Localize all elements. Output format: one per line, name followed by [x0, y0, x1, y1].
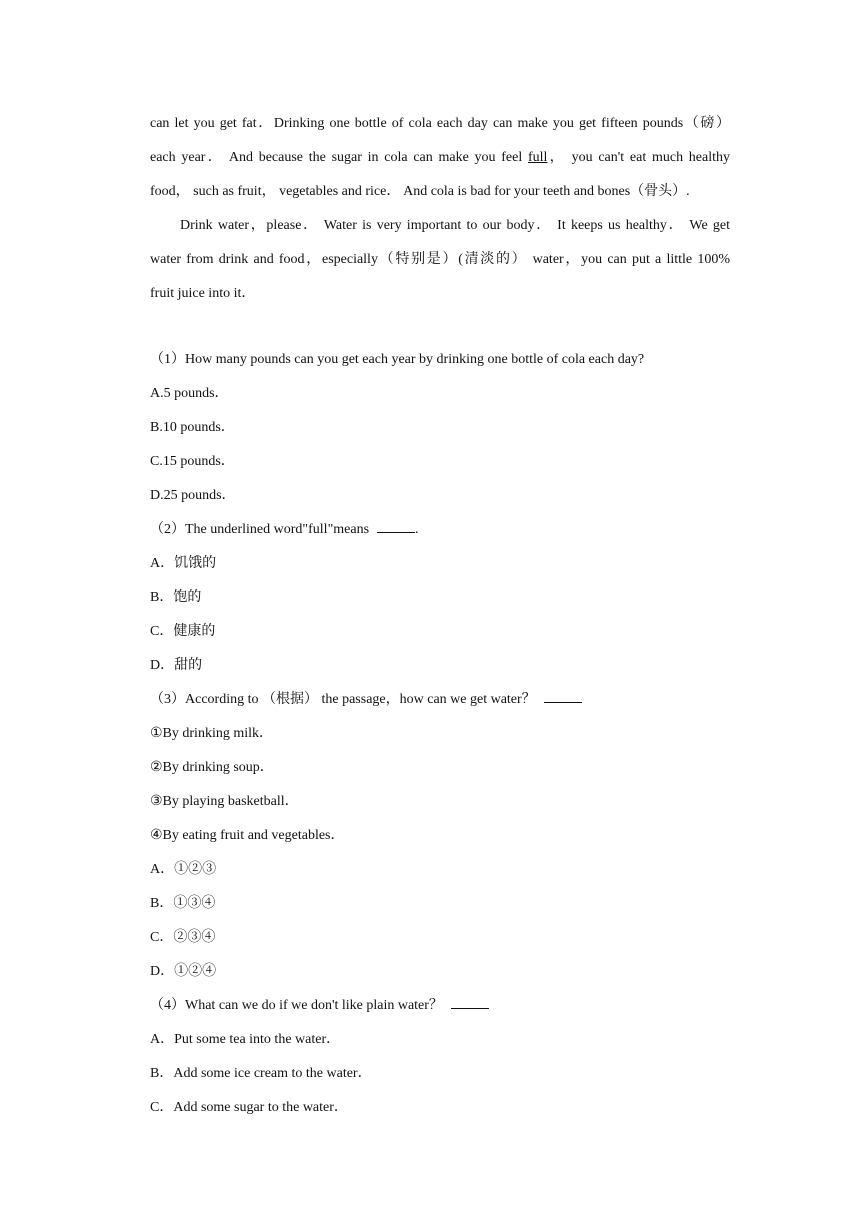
statement-item: ④By eating fruit and vegetables．	[150, 828, 345, 843]
question-stem	[150, 989, 750, 1023]
answer-option: A.5 pounds．	[150, 386, 229, 401]
passage-text: each year． And because the sugar in cola can make you feel	[150, 150, 528, 165]
question-text: （2）The underlined word"full"means	[150, 522, 370, 537]
question-text: （4）What can we do if we don't like plain water？	[150, 998, 443, 1013]
answer-option: D.25 pounds．	[150, 488, 236, 503]
passage-line: fruit juice into it．	[150, 286, 256, 301]
answer-option: D．甜的	[150, 658, 203, 673]
question-stem	[150, 683, 750, 717]
answer-option: D．①②④	[150, 964, 217, 979]
passage-line	[150, 141, 730, 175]
passage-line: food， such as fruit， vegetables and rice． And cola is bad for your teeth and bones（骨头）.	[150, 184, 690, 199]
answer-option: A．①②③	[150, 862, 217, 877]
question-stem	[150, 513, 750, 547]
reading-passage	[150, 107, 730, 311]
statement-item: ③By playing basketball．	[150, 794, 299, 809]
passage-line: Drink water，please． Water is very important to our body． It keeps us healthy． We get	[180, 218, 730, 233]
answer-option: A．饥饿的	[150, 556, 217, 571]
underlined-word: full	[527, 150, 548, 165]
answer-option: B．①③④	[150, 896, 216, 911]
question-text: （3）According to （根据） the passage，how can we get water？	[150, 692, 536, 707]
answer-blank	[544, 688, 582, 703]
answer-option: A．Put some tea into the water．	[150, 1032, 341, 1047]
answer-option: C．Add some sugar to the water．	[150, 1100, 348, 1115]
statement-item: ①By drinking milk．	[150, 726, 273, 741]
answer-option: C.15 pounds．	[150, 454, 235, 469]
answer-option: B．Add some ice cream to the water．	[150, 1066, 372, 1081]
answer-blank	[377, 518, 415, 533]
answer-option: C．健康的	[150, 624, 216, 639]
passage-line: can let you get fat．Drinking one bottle of cola each day can make you get fifteen pounds（磅）	[150, 116, 730, 131]
answer-option: B．饱的	[150, 590, 202, 605]
question-list	[150, 343, 750, 1125]
passage-line: water from drink and food，especially（特别是）(清淡的） water，you can put a little 100%	[150, 252, 730, 267]
answer-blank	[451, 994, 489, 1009]
answer-option: C．②③④	[150, 930, 216, 945]
question-stem: （1）How many pounds can you get each year by drinking one bottle of cola each day?	[150, 352, 645, 367]
statement-item: ②By drinking soup．	[150, 760, 274, 775]
answer-option: B.10 pounds．	[150, 420, 235, 435]
passage-text: ， you can't eat much healthy	[547, 150, 731, 165]
question-end: .	[415, 522, 419, 537]
